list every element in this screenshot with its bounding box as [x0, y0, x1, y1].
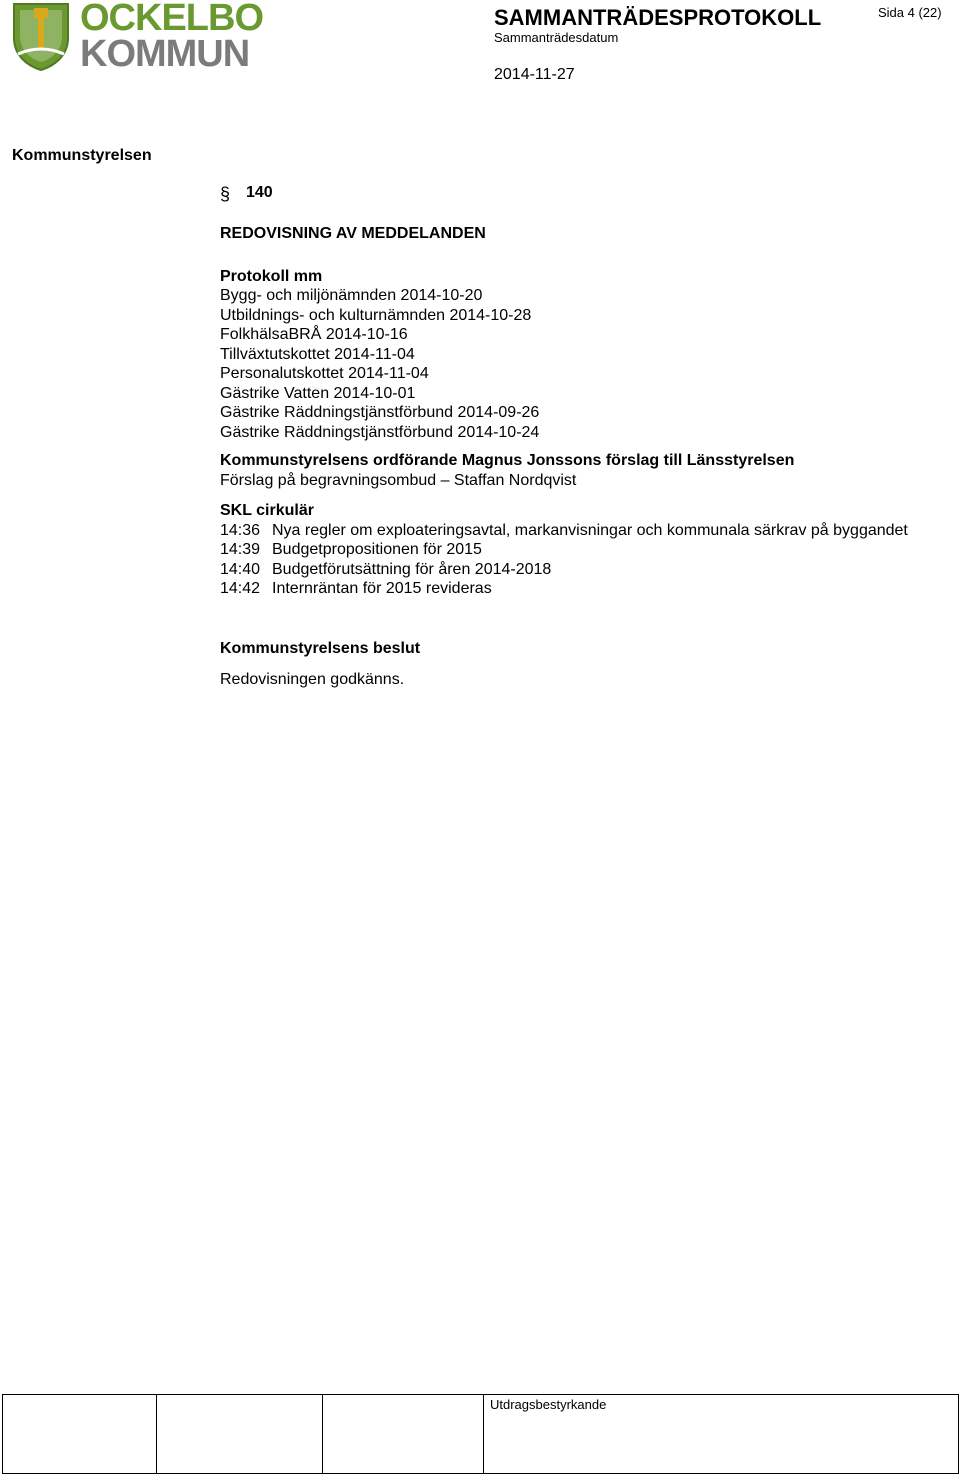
protocol-heading: Protokoll mm [220, 268, 323, 285]
section-sign: § [220, 184, 231, 204]
signature-footer [2, 1394, 958, 1474]
list-item [220, 579, 908, 599]
circular-number: 14:39 [220, 541, 261, 558]
decision-block [220, 639, 420, 689]
circular-number: 14:40 [220, 560, 261, 578]
circular-title: Budgetpropositionen för 2015 [272, 541, 482, 558]
signature-table [2, 1394, 959, 1474]
municipality-logo [10, 0, 263, 75]
list-item: Gästrike Räddningstjänstförbund 2014-10-24 [220, 423, 540, 441]
circular-number: 14:36 [220, 521, 261, 539]
list-item: Gästrike Räddningstjänstförbund 2014-09-26 [220, 404, 540, 421]
coat-of-arms-icon [10, 0, 72, 72]
decision-heading: Kommunstyrelsens beslut [220, 640, 421, 657]
meeting-date: 2014-11-27 [494, 66, 575, 83]
protocol-list [220, 286, 539, 442]
proposal-heading: Kommunstyrelsens ordförande Magnus Jonssons förslag till Länsstyrelsen [220, 452, 795, 469]
signature-cell [157, 1395, 323, 1474]
skl-heading: SKL cirkulär [220, 502, 314, 519]
signature-cell [323, 1395, 484, 1474]
meeting-date-label: Sammanträdesdatum [494, 30, 619, 45]
list-item: Tillväxtutskottet 2014-11-04 [220, 345, 415, 363]
circular-title: Nya regler om exploateringsavtal, markanvisningar och kommunala särkrav på byggandet [272, 521, 908, 539]
list-item: Gästrike Vatten 2014-10-01 [220, 384, 416, 402]
proposal-text: Förslag på begravningsombud – Staffan Nordqvist [220, 471, 577, 489]
proposal-block [220, 451, 794, 490]
logo-text-kommun: KOMMUN [80, 33, 250, 75]
protocol-block [220, 267, 539, 442]
section-number: 140 [246, 184, 273, 201]
document-title: SAMMANTRÄDESPROTOKOLL [494, 5, 822, 30]
decision-text: Redovisningen godkänns. [220, 671, 405, 688]
list-item [220, 521, 908, 541]
list-item: Bygg- och miljönämnden 2014-10-20 [220, 287, 483, 304]
signature-cell [3, 1395, 157, 1474]
circular-title: Budgetförutsättning för åren 2014-2018 [272, 560, 552, 578]
certification-label: Utdragsbestyrkande [490, 1397, 607, 1412]
organ-name: Kommunstyrelsen [12, 147, 152, 164]
skl-block [220, 501, 908, 599]
circular-number: 14:42 [220, 580, 261, 597]
list-item: Personalutskottet 2014-11-04 [220, 365, 429, 382]
section-title: REDOVISNING AV MEDDELANDEN [220, 225, 486, 242]
certification-cell [484, 1395, 959, 1474]
list-item: FolkhälsaBRÅ 2014-10-16 [220, 326, 408, 343]
list-item [220, 540, 908, 560]
logo-text-ockelbo: OCKELBO [80, 0, 263, 39]
list-item [220, 560, 908, 580]
page-number: Sida 4 (22) [878, 5, 942, 20]
list-item: Utbildnings- och kulturnämnden 2014-10-28 [220, 306, 532, 324]
circular-title: Internräntan för 2015 revideras [272, 580, 492, 597]
